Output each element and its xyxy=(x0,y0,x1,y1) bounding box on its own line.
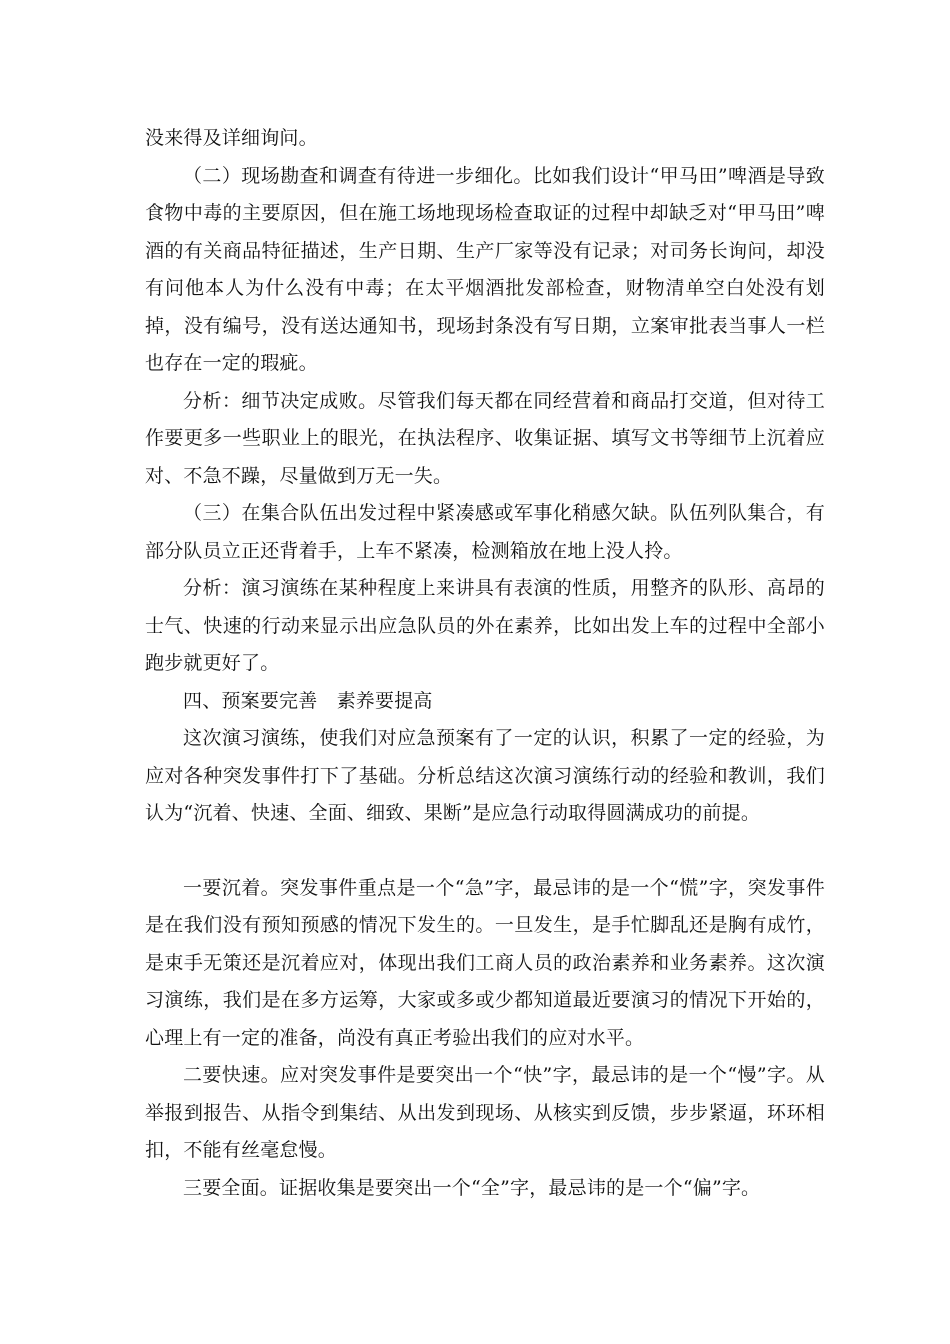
paragraph-section-three: （三）在集合队伍出发过程中紧凑感或军事化稍感欠缺。队伍列队集合，有部分队员立正还背着手，上车不紧凑，检测箱放在地上没人拎。 xyxy=(145,502,825,562)
paragraph-point-two: 二要快速。应对突发事件是要突出一个“快”字，最忌讳的是一个“慢”字。从举报到报告、从指令到集结、从出发到现场、从核实到反馈，步步紧逼，环环相扣，不能有丝毫怠慢。 xyxy=(145,1064,825,1161)
paragraph-point-one: 一要沉着。突发事件重点是一个“急”字，最忌讳的是一个“慌”字，突发事件是在我们没有预知预感的情况下发生的。一旦发生，是手忙脚乱还是胸有成竹，是束手无策还是沉着应对，体现出我们工商人员的政治素养和业务素养。这次演习演练，我们是在多方运筹，大家或多或少都知道最近要演习的情况下开始的，心理上有一定的准备，尚没有真正考验出我们的应对水平。 xyxy=(145,876,825,1049)
section-heading-four: 四、预案要完善 素养要提高 xyxy=(183,689,433,712)
paragraph-section-two: （二）现场勘查和调查有待进一步细化。比如我们设计“甲马田”啤酒是导致食物中毒的主要原因，但在施工场地现场检查取证的过程中却缺乏对“甲马田”啤酒的有关商品特征描述，生产日期、生产厂家等没有记录；对司务长询问，却没有问他本人为什么没有中毒；在太平烟酒批发部检查，财物清单空白处没有划掉，没有编号，没有送达通知书，现场封条没有写日期，立案审批表当事人一栏也存在一定的瑕疵。 xyxy=(145,164,825,374)
paragraph-point-three: 三要全面。证据收集是要突出一个“全”字，最忌讳的是一个“偏”字。 xyxy=(183,1176,761,1199)
document-body xyxy=(145,120,825,1207)
paragraph-summary: 这次演习演练，使我们对应急预案有了一定的认识，积累了一定的经验，为应对各种突发事件打下了基础。分析总结这次演习演练行动的经验和教训，我们认为“沉着、快速、全面、细致、果断”是应急行动取得圆满成功的前提。 xyxy=(145,727,825,824)
paragraph-spacer xyxy=(145,833,825,870)
paragraph-continuation: 没来得及详细询问。 xyxy=(145,127,318,149)
paragraph-analysis-two: 分析：演习演练在某种程度上来讲具有表演的性质，用整齐的队形、高昂的士气、快速的行动来显示出应急队员的外在素养，比如出发上车的过程中全部小跑步就更好了。 xyxy=(145,577,825,674)
paragraph-analysis-one: 分析：细节决定成败。尽管我们每天都在同经营着和商品打交道，但对待工作要更多一些职业上的眼光，在执法程序、收集证据、填写文书等细节上沉着应对、不急不躁，尽量做到万无一失。 xyxy=(145,389,825,487)
